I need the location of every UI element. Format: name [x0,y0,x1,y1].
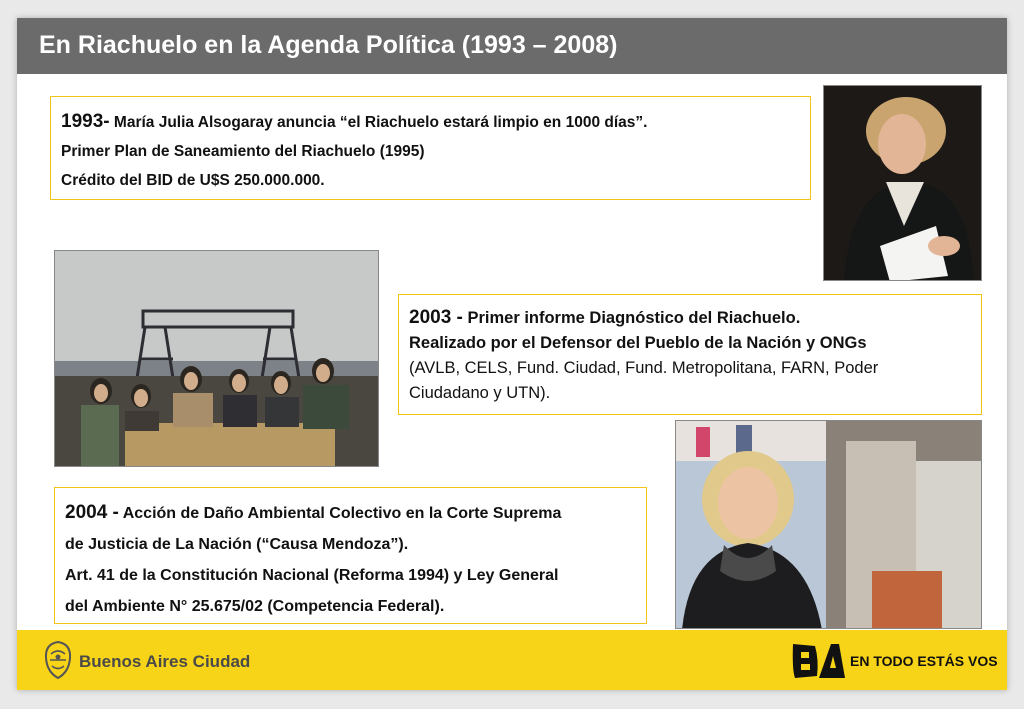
slide [17,18,1007,690]
year-2003: 2003 - [409,307,463,328]
box-2004-line-2: de Justicia de La Nación (“Causa Mendoza”). [65,536,409,553]
box-1993-line-3: Crédito del BID de U$S 250.000.000. [61,172,325,189]
text-box-2003 [398,294,982,415]
title-bar [17,18,1007,74]
box-2004-line-1: 2004 - Acción de Daño Ambiental Colectivo en la Corte Suprema [65,502,562,523]
city-seal-icon [43,640,73,685]
year-1993: 1993- [61,111,110,132]
year-2004: 2004 - [65,502,119,523]
footer-brand-text: Buenos Aires Ciudad [79,652,251,671]
box-2004-line-3: Art. 41 de la Constitución Nacional (Reforma 1994) y Ley General [65,567,559,584]
page-title: En Riachuelo en la Agenda Política (1993 – 2008) [39,31,618,59]
box-2003-line-1: 2003 - Primer informe Diagnóstico del Riachuelo. [409,307,801,328]
ba-logo-icon [789,640,847,685]
box-1993-line-1: 1993- María Julia Alsogaray anuncia “el Riachuelo estará limpio en 1000 días”. [61,111,648,132]
box-1993-line-2: Primer Plan de Saneamiento del Riachuelo (1995) [61,143,425,160]
photo-alsogaray [823,85,982,281]
text-box-1993 [50,96,811,200]
photo-picolotti [675,420,982,629]
box-2003-line-4: Ciudadano y UTN). [409,384,551,402]
footer-bar [17,630,1007,690]
footer-slogan: EN TODO ESTÁS VOS [850,653,998,669]
photo-conference [54,250,379,467]
box-2003-line-2: Realizado por el Defensor del Pueblo de la Nación y ONGs [409,334,867,352]
box-2004-line-4: del Ambiente N° 25.675/02 (Competencia Federal). [65,598,445,615]
box-2003-line-3: (AVLB, CELS, Fund. Ciudad, Fund. Metropolitana, FARN, Poder [409,359,879,377]
text-box-2004 [54,487,647,624]
